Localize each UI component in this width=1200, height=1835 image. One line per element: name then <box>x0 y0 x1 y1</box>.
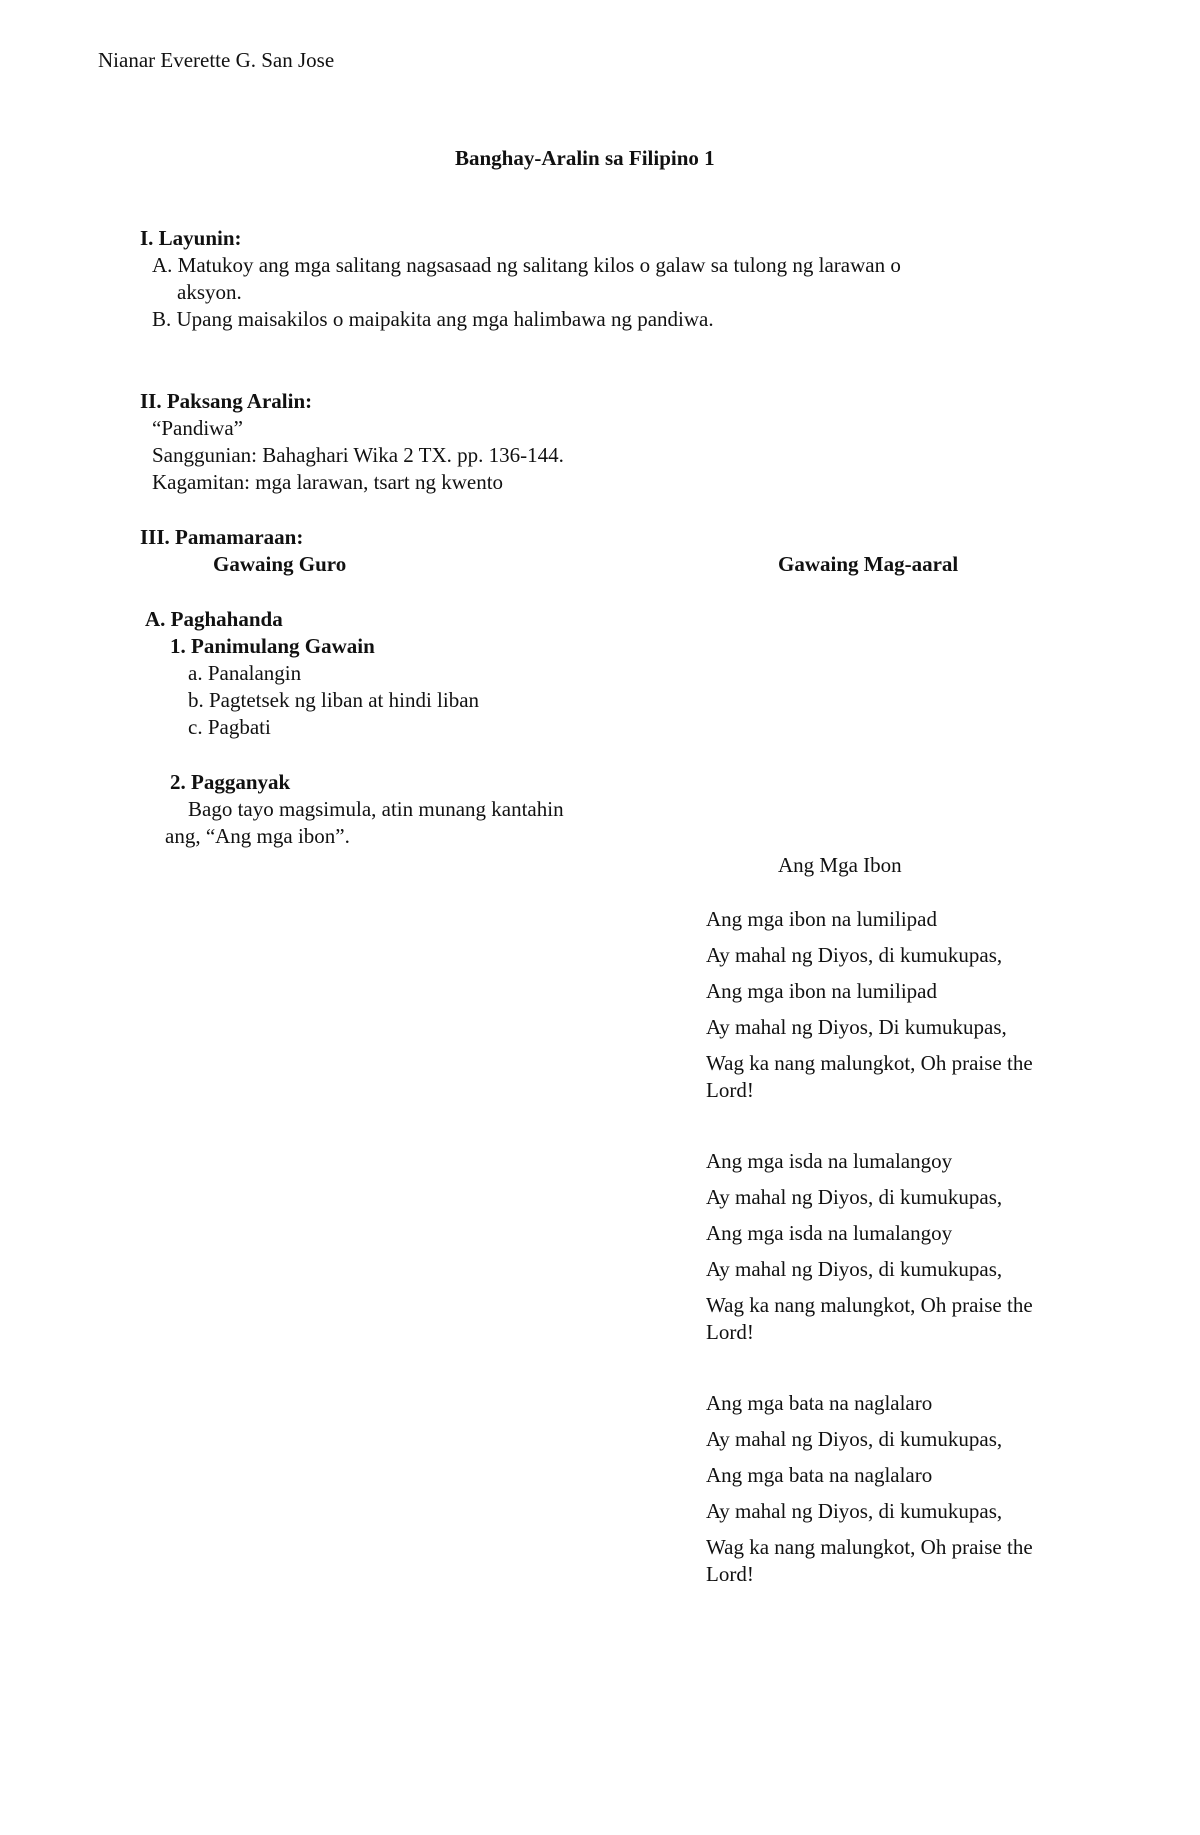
page-title: Banghay-Aralin sa Filipino 1 <box>455 146 715 170</box>
paksa-sanggunian: Sanggunian: Bahaghari Wika 2 TX. pp. 136-144. <box>152 443 564 467</box>
song-line: Ang mga isda na lumalangoy <box>706 1221 953 1245</box>
song-verse <box>706 906 1066 1106</box>
song-line: Ay mahal ng Diyos, di kumukupas, <box>706 1185 1003 1209</box>
panimula-item: b. Pagtetsek ng liban at hindi liban <box>188 688 480 712</box>
layunin-a-line1: A. Matukoy ang mga salitang nagsasaad ng salitang kilos o galaw sa tulong ng larawan o <box>152 253 901 277</box>
layunin-b: B. Upang maisakilos o maipakita ang mga halimbawa ng pandiwa. <box>152 307 714 331</box>
song-line: Ang mga ibon na lumilipad <box>706 979 937 1003</box>
song-line: Ay mahal ng Diyos, di kumukupas, <box>706 1499 1003 1523</box>
song-line: Ay mahal ng Diyos, di kumukupas, <box>706 1427 1003 1451</box>
paksa-heading: II. Paksang Aralin: <box>140 389 313 413</box>
song-line: Ang mga isda na lumalangoy <box>706 1149 953 1173</box>
song-line: Ay mahal ng Diyos, Di kumukupas, <box>706 1015 1007 1039</box>
paksa-topic: “Pandiwa” <box>152 416 243 440</box>
song-line: Ang mga bata na naglalaro <box>706 1463 933 1487</box>
layunin-a-line2: aksyon. <box>177 280 242 304</box>
song-title: Ang Mga Ibon <box>778 853 902 877</box>
panimula-heading: 1. Panimulang Gawain <box>170 634 375 658</box>
layunin-heading: I. Layunin: <box>140 226 242 250</box>
column-gawaing-magaaral: Gawaing Mag-aaral <box>778 552 959 576</box>
author-header: Nianar Everette G. San Jose <box>98 48 335 72</box>
pagganyak-heading: 2. Pagganyak <box>170 770 291 794</box>
panimula-item: c. Pagbati <box>188 715 271 739</box>
song-line: Ang mga bata na naglalaro <box>706 1391 933 1415</box>
song-line: Wag ka nang malungkot, Oh praise the Lord! <box>706 1535 1033 1586</box>
song-line: Ang mga ibon na lumilipad <box>706 907 937 931</box>
song-line: Ay mahal ng Diyos, di kumukupas, <box>706 943 1003 967</box>
song-verse <box>706 1390 1066 1590</box>
song-line: Wag ka nang malungkot, Oh praise the Lord! <box>706 1293 1033 1344</box>
paghahanda-heading: A. Paghahanda <box>145 607 283 631</box>
pagganyak-line2: ang, “Ang mga ibon”. <box>165 824 350 848</box>
panimula-item: a. Panalangin <box>188 661 302 685</box>
column-gawaing-guro: Gawaing Guro <box>213 552 347 576</box>
pagganyak-line1: Bago tayo magsimula, atin munang kantahin <box>188 797 564 821</box>
pamamaraan-heading: III. Pamamaraan: <box>140 525 304 549</box>
song-verse <box>706 1148 1066 1348</box>
song-line: Wag ka nang malungkot, Oh praise the Lord! <box>706 1051 1033 1102</box>
song-line: Ay mahal ng Diyos, di kumukupas, <box>706 1257 1003 1281</box>
paksa-kagamitan: Kagamitan: mga larawan, tsart ng kwento <box>152 470 504 494</box>
